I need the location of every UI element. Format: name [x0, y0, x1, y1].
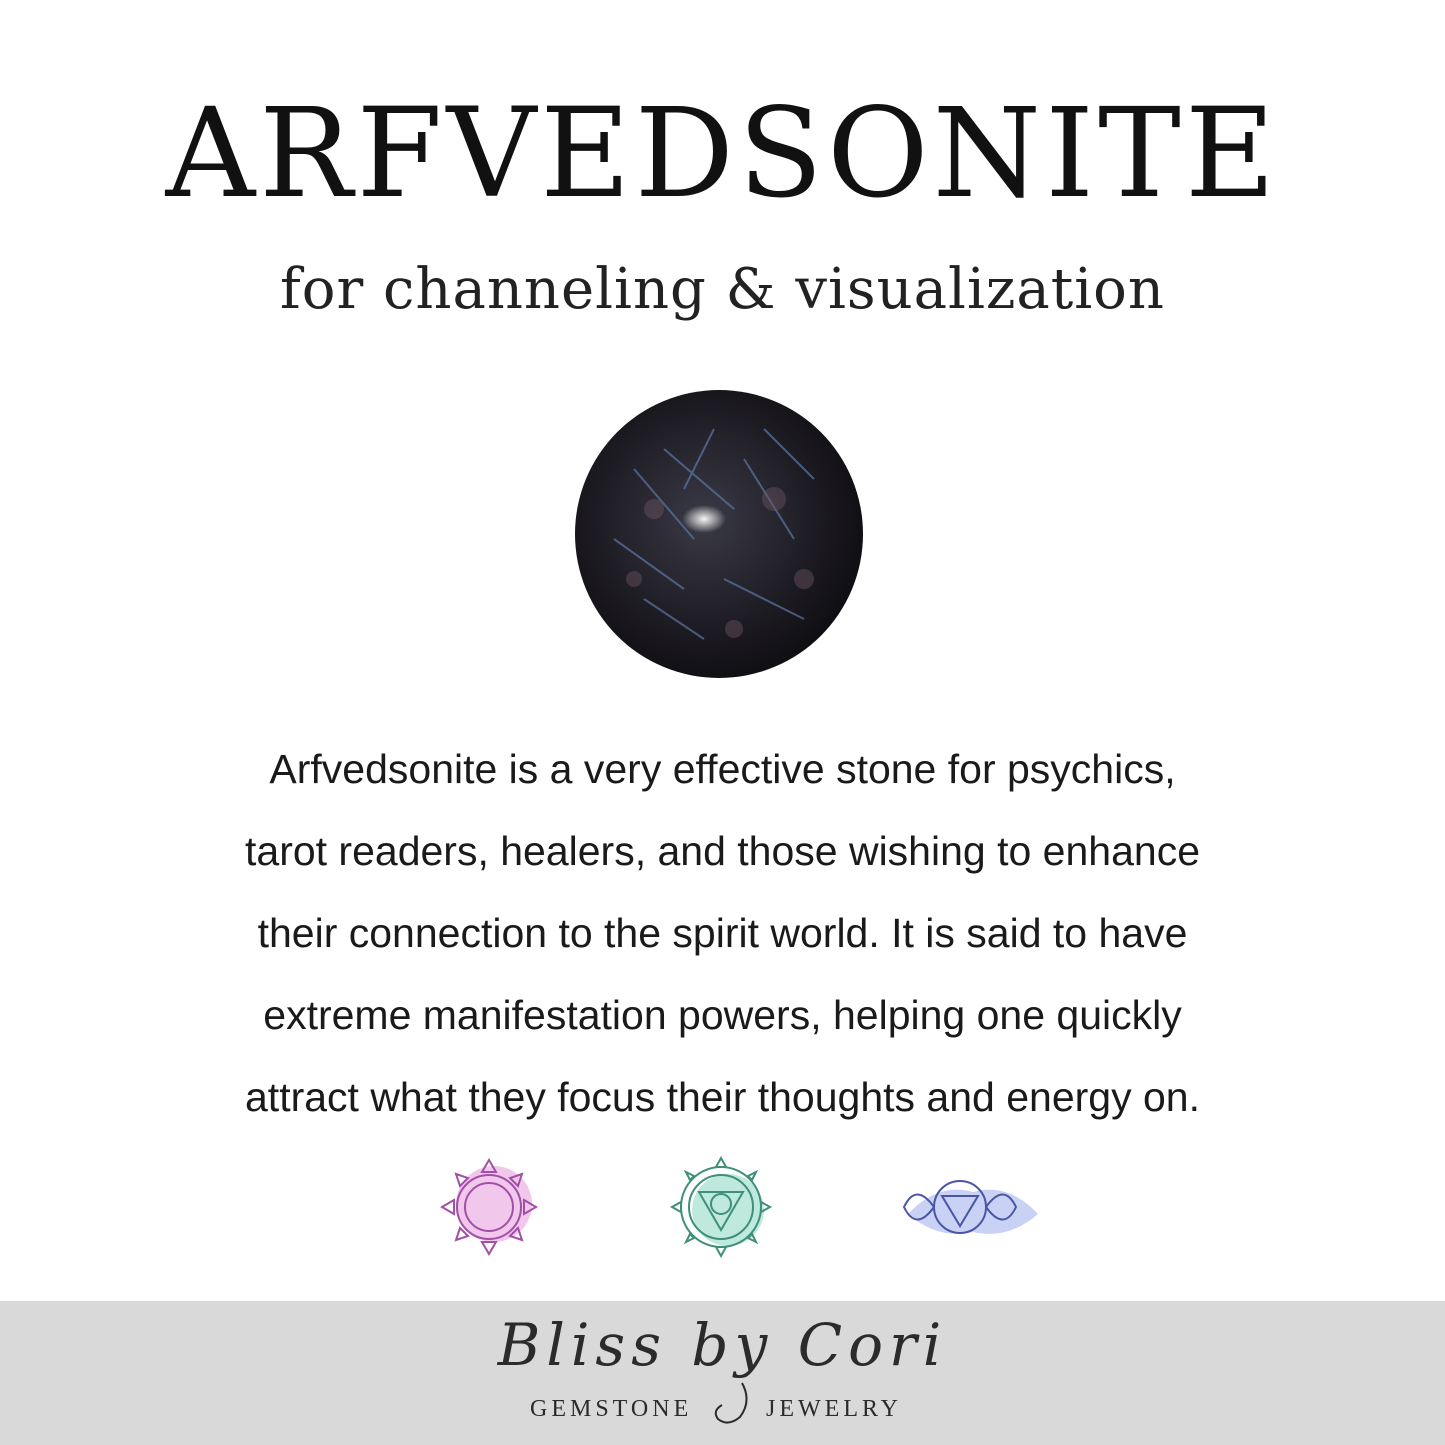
description-line: attract what they focus their thoughts and energy on.	[245, 1074, 1200, 1120]
description	[110, 728, 1335, 1138]
footer-banner	[0, 1301, 1445, 1445]
page-subtitle: for channeling & visualization	[280, 257, 1165, 322]
crown-chakra-icon	[434, 1152, 544, 1262]
description-line: Arfvedsonite is a very effective stone for psychics,	[269, 746, 1176, 792]
third-eye-chakra-icon	[898, 1152, 1043, 1262]
page-title: ARFVEDSONITE	[165, 82, 1280, 226]
brand-logo-gemstone: GEMSTONE	[530, 1396, 693, 1422]
brand-logo-jewelry: JEWELRY	[766, 1396, 902, 1422]
brand-logo-script: Bliss by Cori	[497, 1311, 948, 1379]
description-line: tarot readers, healers, and those wishing to enhance	[245, 828, 1200, 874]
throat-chakra-icon	[666, 1152, 776, 1262]
description-line: extreme manifestation powers, helping one quickly	[263, 992, 1182, 1038]
description-line: their connection to the spirit world. It is said to have	[257, 910, 1188, 956]
arfvedsonite-sphere-image	[574, 389, 864, 679]
brand-logo-flourish	[712, 1381, 762, 1426]
